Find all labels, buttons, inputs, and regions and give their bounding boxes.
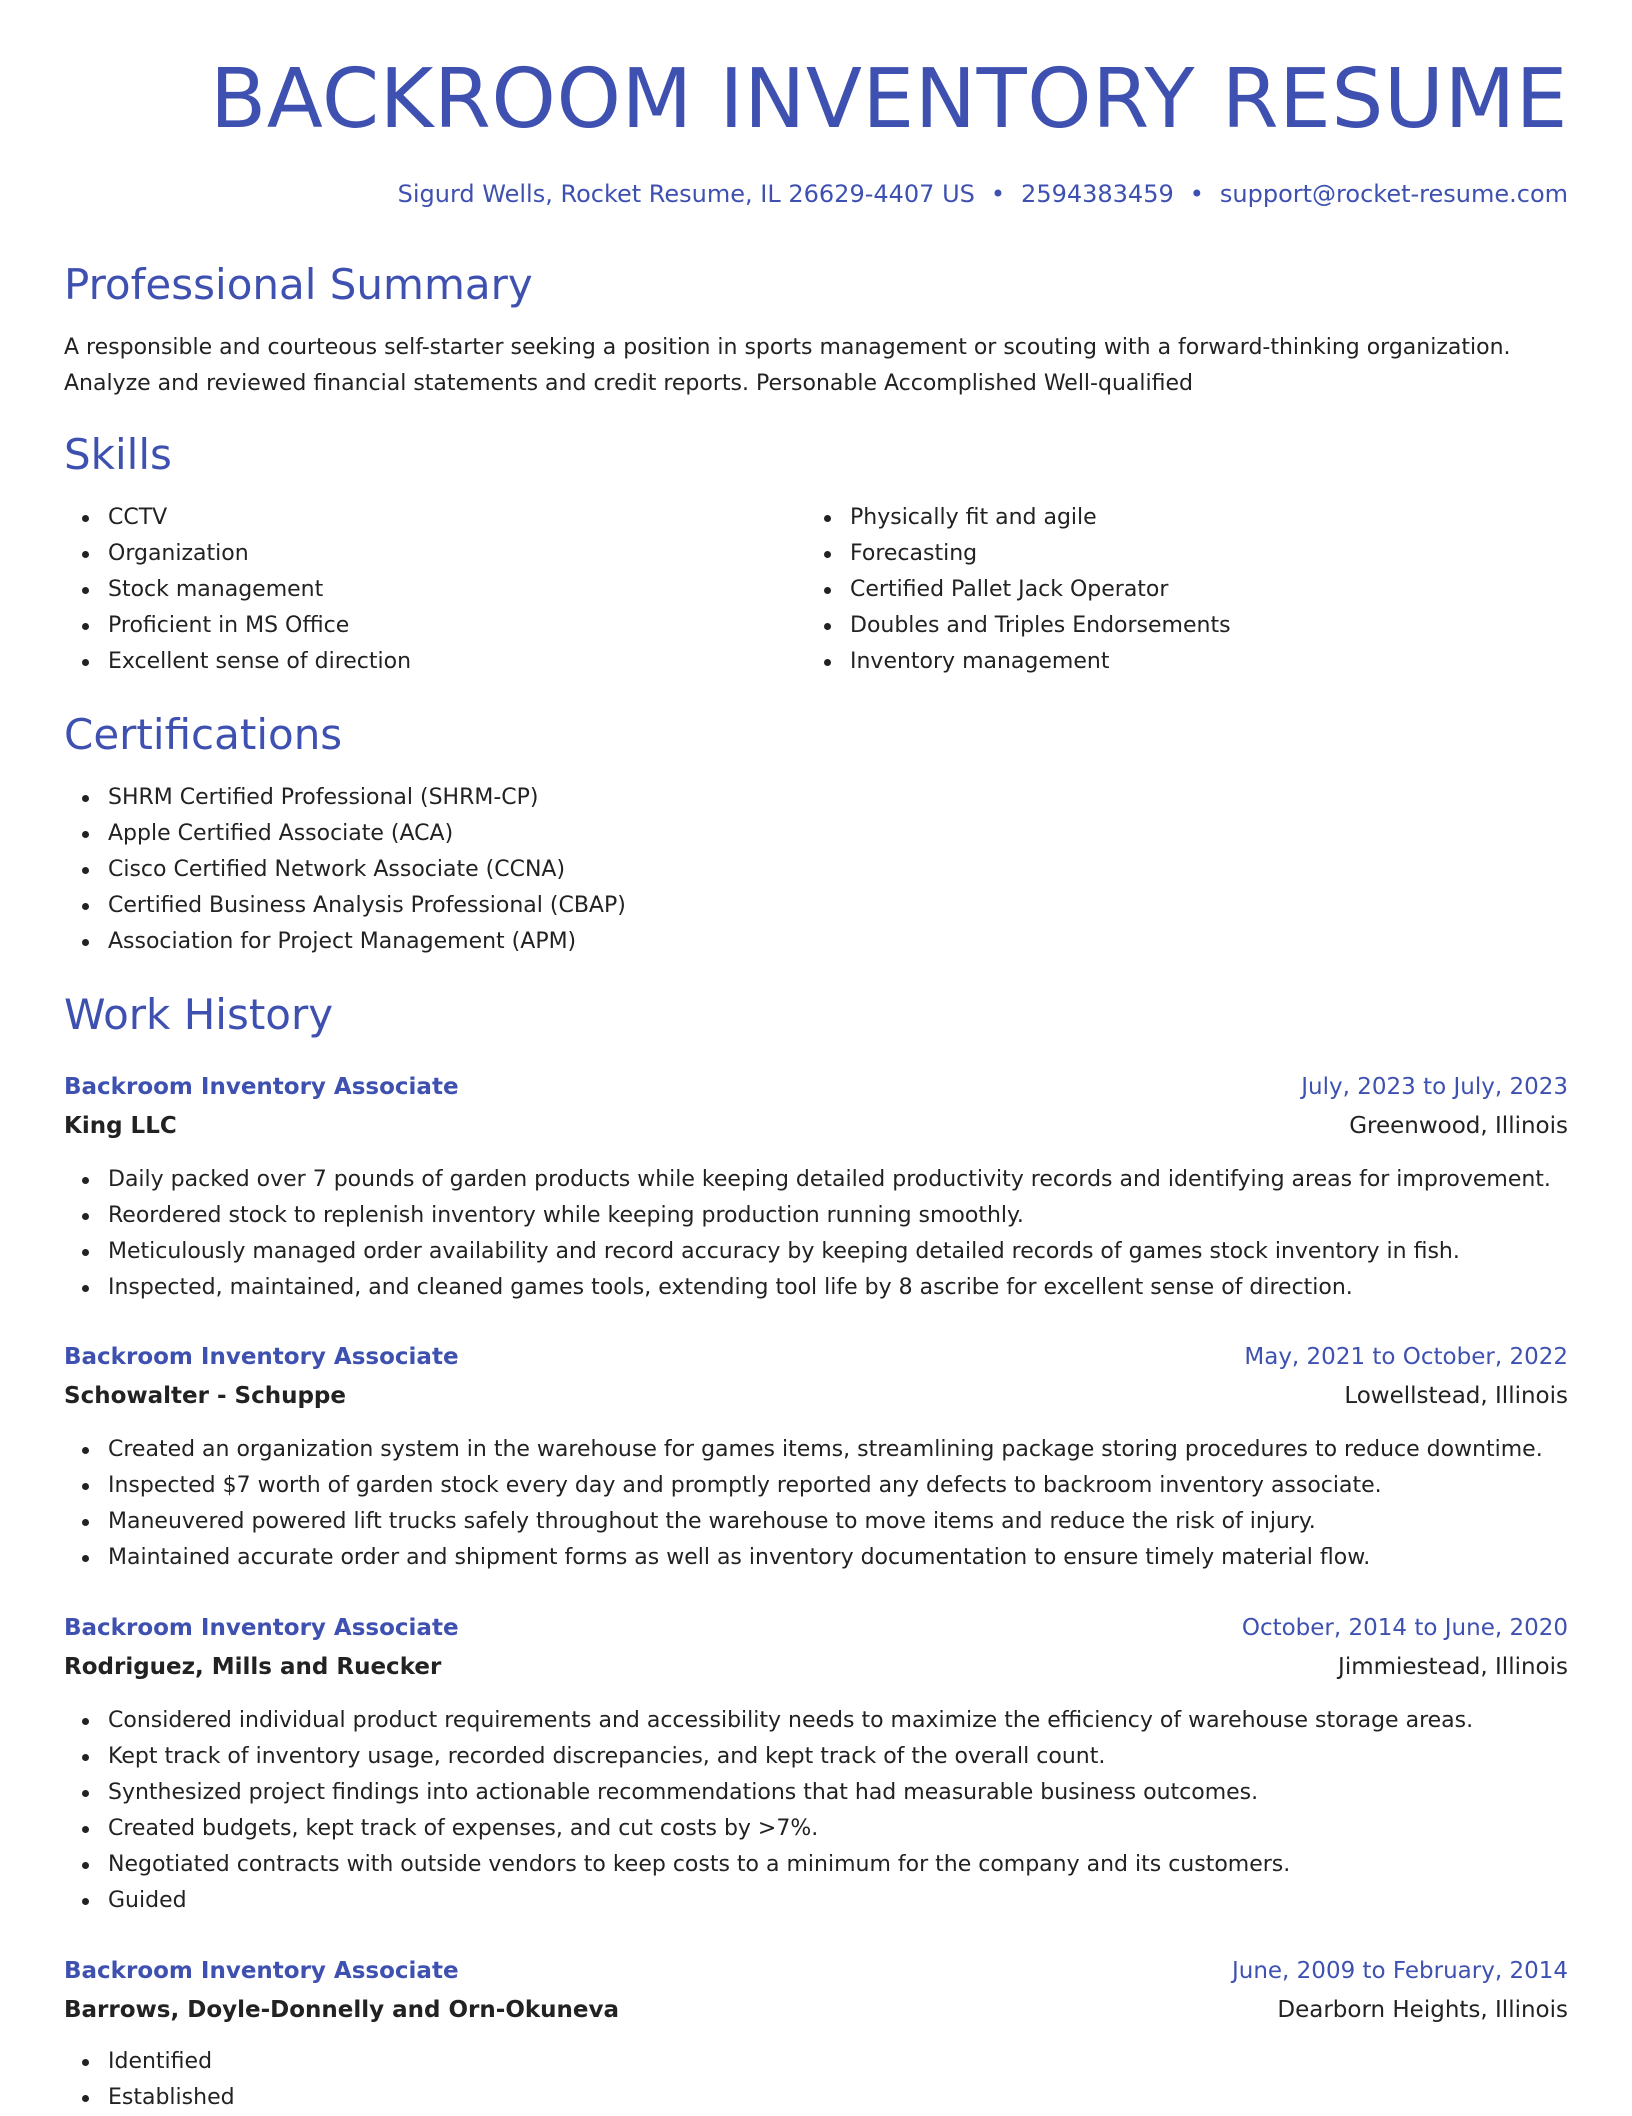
certification-item: Certified Business Analysis Professional (CBAP) bbox=[108, 888, 626, 924]
resume-title: BACKROOM INVENTORY RESUME bbox=[209, 52, 1568, 147]
skill-item: Proficient in MS Office bbox=[108, 608, 411, 644]
job-bullet: Established bbox=[108, 2080, 235, 2116]
skill-item: Organization bbox=[108, 536, 411, 572]
job-dates: May, 2021 to October, 2022 bbox=[1244, 1344, 1568, 1370]
certification-item: Association for Project Management (APM) bbox=[108, 924, 626, 960]
job-company: Schowalter - Schuppe bbox=[64, 1383, 346, 1409]
job-location: Lowellstead, Illinois bbox=[1344, 1383, 1568, 1409]
skill-item: Stock management bbox=[108, 572, 411, 608]
job-bullet: Negotiated contracts with outside vendors to keep costs to a minimum for the company and its customers. bbox=[108, 1847, 1473, 1883]
skill-item: Forecasting bbox=[850, 536, 1231, 572]
job-bullet: Created budgets, kept track of expenses, and cut costs by >7%. bbox=[108, 1811, 1473, 1847]
skills-list-right bbox=[806, 500, 1231, 680]
job-bullet: Maintained accurate order and shipment forms as well as inventory documentation to ensure timely material flow. bbox=[108, 1540, 1543, 1576]
skill-item: CCTV bbox=[108, 500, 411, 536]
job-bullets bbox=[64, 1703, 1473, 1919]
job-dates: July, 2023 to July, 2023 bbox=[1301, 1074, 1568, 1100]
skills-list-left bbox=[64, 500, 411, 680]
job-bullet: Inspected, maintained, and cleaned games tools, extending tool life by 8 ascribe for excellent sense of direction. bbox=[108, 1270, 1551, 1306]
skill-item: Physically fit and agile bbox=[850, 500, 1231, 536]
job-company: King LLC bbox=[64, 1113, 177, 1139]
job-bullets bbox=[64, 1162, 1551, 1306]
job-bullet: Synthesized project findings into actionable recommendations that had measurable business outcomes. bbox=[108, 1775, 1473, 1811]
job-header bbox=[64, 1344, 1568, 1424]
certification-item: SHRM Certified Professional (SHRM-CP) bbox=[108, 780, 626, 816]
skill-item: Certified Pallet Jack Operator bbox=[850, 572, 1231, 608]
job-title: Backroom Inventory Associate bbox=[64, 1074, 459, 1100]
contact-address: Sigurd Wells, Rocket Resume, IL 26629-4407 US bbox=[397, 180, 975, 208]
contact-separator: • bbox=[990, 180, 1006, 208]
summary-text: A responsible and courteous self-starter seeking a position in sports management or scouting with a forward-thinking organization. Analyze and reviewed financial statements and credit reports. Personable Accomplished Well-qualified bbox=[64, 335, 1511, 396]
job-bullets bbox=[64, 2044, 235, 2116]
job-dates: June, 2009 to February, 2014 bbox=[1231, 1958, 1568, 1984]
certifications-list bbox=[64, 780, 626, 960]
job-header bbox=[64, 1958, 1568, 2038]
job-company: Rodriguez, Mills and Ruecker bbox=[64, 1654, 442, 1680]
skill-item: Excellent sense of direction bbox=[108, 644, 411, 680]
contact-separator: • bbox=[1189, 180, 1204, 208]
job-title: Backroom Inventory Associate bbox=[64, 1958, 459, 1984]
job-header bbox=[64, 1074, 1568, 1154]
certification-item: Apple Certified Associate (ACA) bbox=[108, 816, 626, 852]
job-location: Dearborn Heights, Illinois bbox=[1277, 1997, 1568, 2023]
job-location: Jimmiestead, Illinois bbox=[1338, 1654, 1568, 1680]
job-location: Greenwood, Illinois bbox=[1349, 1113, 1568, 1139]
contact-phone: 2594383459 bbox=[1021, 180, 1174, 208]
work-history-heading: Work History bbox=[64, 990, 334, 1039]
contact-email[interactable]: support@rocket-resume.com bbox=[1219, 180, 1568, 208]
certifications-heading: Certifications bbox=[64, 710, 343, 759]
job-bullet: Guided bbox=[108, 1883, 1473, 1919]
skill-item: Doubles and Triples Endorsements bbox=[850, 608, 1231, 644]
skills-heading: Skills bbox=[64, 430, 172, 479]
job-bullets bbox=[64, 1432, 1543, 1576]
job-company: Barrows, Doyle-Donnelly and Orn-Okuneva bbox=[64, 1997, 620, 2023]
job-bullet: Reordered stock to replenish inventory while keeping production running smoothly. bbox=[108, 1198, 1551, 1234]
job-bullet: Inspected $7 worth of garden stock every day and promptly reported any defects to backroom inventory associate. bbox=[108, 1468, 1543, 1504]
job-bullet: Daily packed over 7 pounds of garden products while keeping detailed productivity records and identifying areas for improvement. bbox=[108, 1162, 1551, 1198]
job-bullet: Considered individual product requirements and accessibility needs to maximize the efficiency of warehouse storage areas. bbox=[108, 1703, 1473, 1739]
skill-item: Inventory management bbox=[850, 644, 1231, 680]
job-bullet: Maneuvered powered lift trucks safely throughout the warehouse to move items and reduce the risk of injury. bbox=[108, 1504, 1543, 1540]
job-bullet: Kept track of inventory usage, recorded discrepancies, and kept track of the overall count. bbox=[108, 1739, 1473, 1775]
job-dates: October, 2014 to June, 2020 bbox=[1241, 1615, 1568, 1641]
job-title: Backroom Inventory Associate bbox=[64, 1615, 459, 1641]
job-header bbox=[64, 1615, 1568, 1695]
job-bullet: Identified bbox=[108, 2044, 235, 2080]
job-title: Backroom Inventory Associate bbox=[64, 1344, 459, 1370]
job-bullet: Meticulously managed order availability and record accuracy by keeping detailed records of games stock inventory in fish. bbox=[108, 1234, 1551, 1270]
contact-line bbox=[398, 180, 1568, 208]
job-bullet: Created an organization system in the warehouse for games items, streamlining package storing procedures to reduce downtime. bbox=[108, 1432, 1543, 1468]
summary-heading: Professional Summary bbox=[64, 260, 533, 309]
certification-item: Cisco Certified Network Associate (CCNA) bbox=[108, 852, 626, 888]
